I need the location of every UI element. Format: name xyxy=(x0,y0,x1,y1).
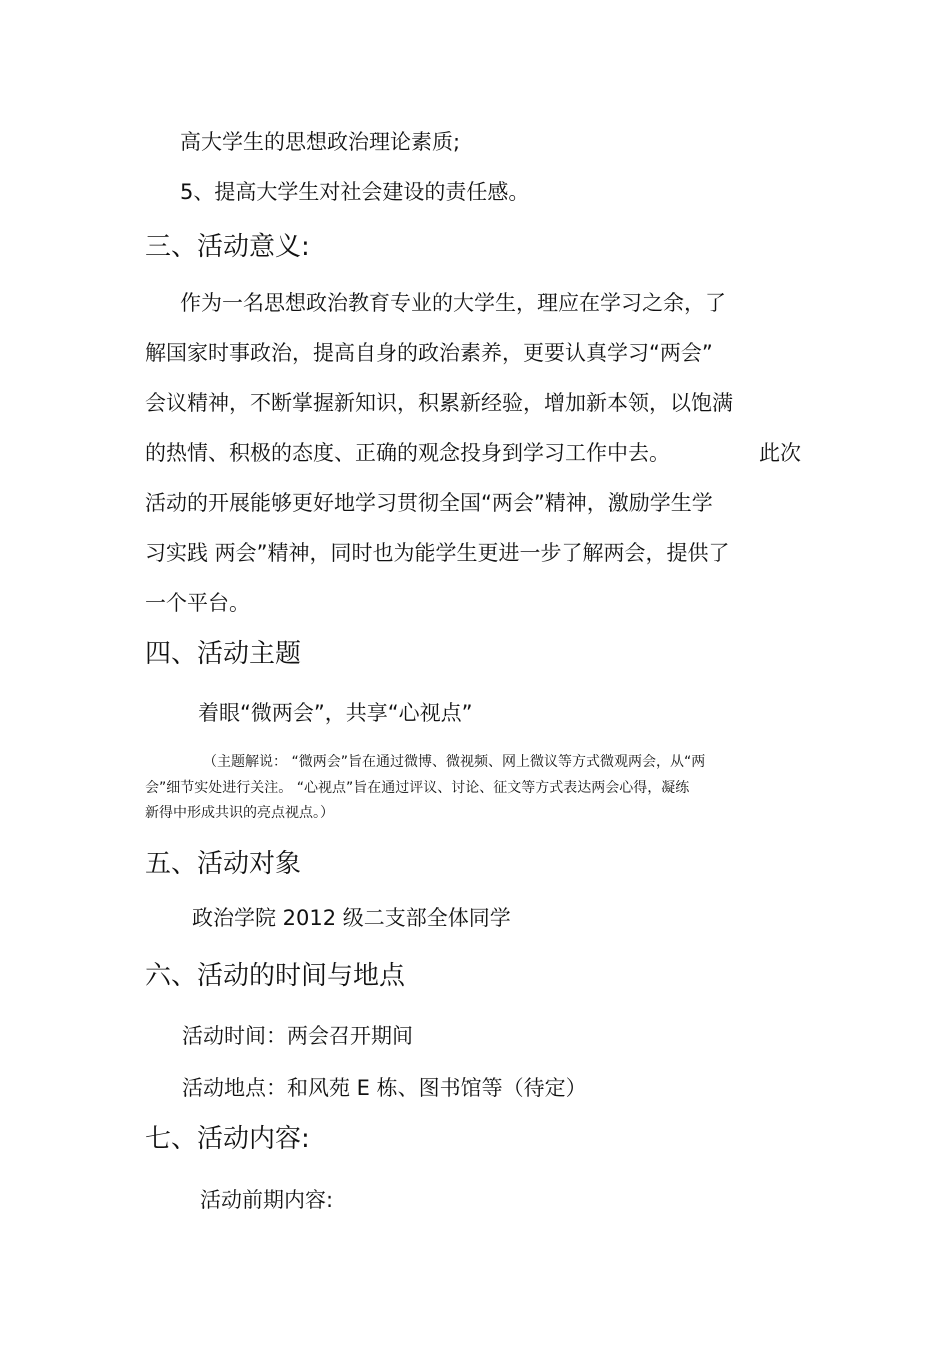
section-6-place: 活动地点：和风苑 E 栋、图书馆等（待定） xyxy=(182,1076,587,1100)
section-3-paragraph-line: 一个平台。 xyxy=(145,591,250,615)
section-4-note-line: 会”细节实处进行关注。 “心视点”旨在通过评议、讨论、征文等方式表达两会心得，凝练 xyxy=(145,780,690,796)
section-3-paragraph-line: 习实践 两会”精神，同时也为能学生更进一步了解两会，提供了 xyxy=(145,541,730,565)
section-3-paragraph-line: 活动的开展能够更好地学习贯彻全国“两会”精神，激励学生学 xyxy=(145,491,713,515)
section-6-heading: 六、活动的时间与地点 xyxy=(145,961,406,991)
intro-line-1: 高大学生的思想政治理论素质; xyxy=(180,130,461,154)
section-3-heading: 三、活动意义: xyxy=(145,232,310,262)
section-3-paragraph-line: 作为一名思想政治教育专业的大学生，理应在学习之余，了 xyxy=(180,291,726,315)
section-3-paragraph-line: 解国家时事政治，提高自身的政治素养，更要认真学习“两会” xyxy=(145,341,713,365)
section-3-paragraph-line: 此次 xyxy=(759,441,801,465)
section-7-subheading: 活动前期内容: xyxy=(200,1188,334,1212)
section-5-heading: 五、活动对象 xyxy=(145,849,302,879)
section-4-theme: 着眼“微两会”，共享“心视点” xyxy=(198,701,473,725)
section-5-text: 政治学院 2012 级二支部全体同学 xyxy=(192,906,511,930)
section-4-note-line: （主题解说： “微两会”旨在通过微博、微视频、网上微议等方式微观两会，从“两 xyxy=(203,754,706,770)
section-7-heading: 七、活动内容: xyxy=(145,1124,310,1154)
section-6-time: 活动时间：两会召开期间 xyxy=(182,1024,413,1048)
intro-line-2: 5、提高大学生对社会建设的责任感。 xyxy=(180,180,530,204)
section-4-heading: 四、活动主题 xyxy=(145,639,302,669)
section-4-note-line: 新得中形成共识的亮点视点。） xyxy=(145,805,334,821)
section-3-paragraph-line: 会议精神，不断掌握新知识，积累新经验，增加新本领，以饱满 xyxy=(145,391,733,415)
section-3-paragraph-line: 的热情、积极的态度、正确的观念投身到学习工作中去。 xyxy=(145,441,670,465)
